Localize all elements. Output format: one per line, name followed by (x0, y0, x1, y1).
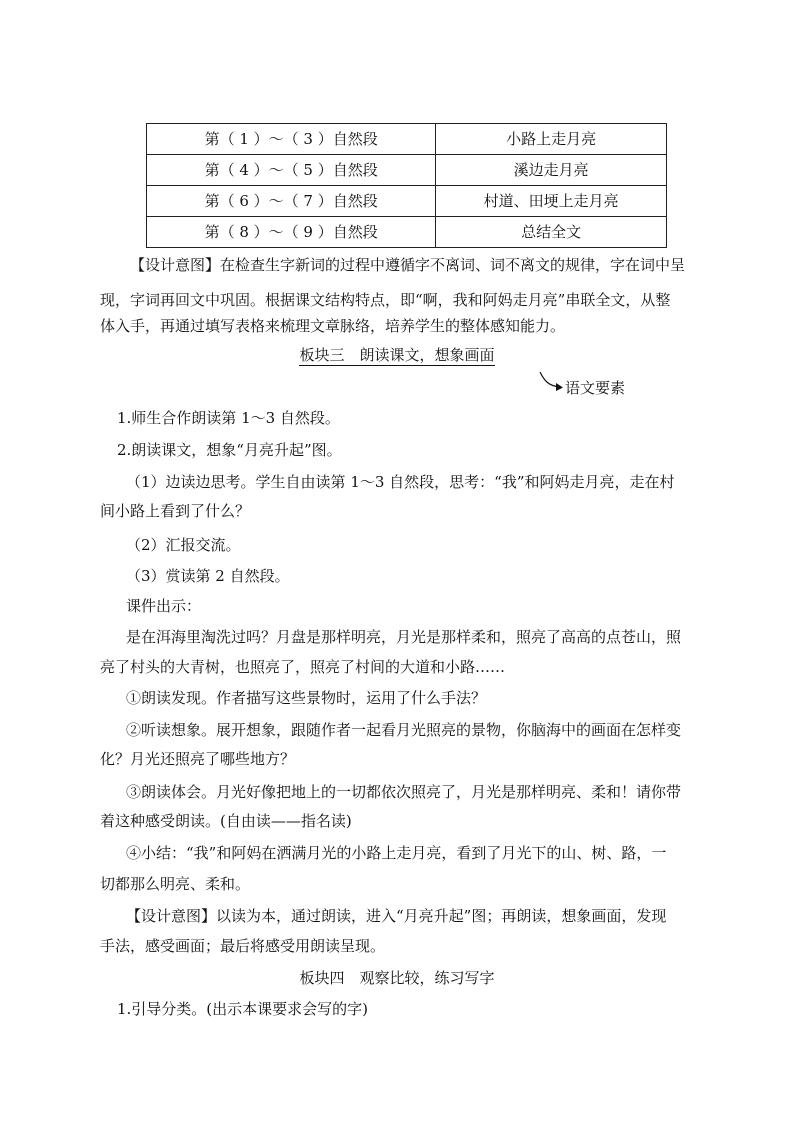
circled-step-3: ③朗读体会。月光好像把地上的一切都依次照亮了，月光是那样明亮、柔和！请你带 (126, 783, 682, 801)
substep-3: （3）赏读第 2 自然段。 (126, 567, 290, 585)
table-cell-paragraph-range: 第（ 6 ）～（ 7 ）自然段 (147, 186, 436, 217)
design-intent-2-cont: 手法，感受画面；最后将感受用朗读呈现。 (100, 937, 386, 955)
table-row (147, 124, 667, 155)
quoted-text: 是在洱海里淘洗过吗？月盘是那样明亮，月光是那样柔和，照亮了高高的点苍山，照 (126, 628, 682, 646)
substep-1-cont: 间小路上看到了什么？ (100, 502, 251, 520)
table-cell-content: 溪边走月亮 (436, 155, 667, 186)
paragraph-structure-table (146, 123, 667, 248)
design-intent-2: 【设计意图】以读为本，通过朗读，进入“月亮升起”图；再朗读，想象画面，发现 (126, 907, 667, 925)
circled-step-3-cont: 着这种感受朗读。(自由读——指名读) (100, 812, 352, 830)
section-four-heading: 板块四 观察比较，练习写字 (299, 969, 495, 987)
table-cell-paragraph-range: 第（ 1 ）～（ 3 ）自然段 (147, 124, 436, 155)
substep-2: （2）汇报交流。 (126, 536, 241, 554)
circled-step-4-cont: 切都那么明亮、柔和。 (100, 875, 251, 893)
step-1: 1.师生合作朗读第 1～3 自然段。 (117, 409, 340, 427)
section-four-step-1: 1.引导分类。(出示本课要求会写的字) (117, 1000, 369, 1018)
substep-1: （1）边读边思考。学生自由读第 1～3 自然段，思考：“我”和阿妈走月亮，走在村 (126, 473, 675, 491)
table-cell-content: 小路上走月亮 (436, 124, 667, 155)
circled-step-4: ④小结：“我”和阿妈在洒满月光的小路上走月亮，看到了月光下的山、树、路，一 (126, 844, 667, 862)
design-intent-line: 【设计意图】在检查生字新词的过程中遵循字不离词、词不离文的规律，字在词中呈 (130, 256, 686, 274)
circled-step-2-cont: 化？月光还照亮了哪些地方？ (100, 750, 296, 768)
quoted-text-cont: 亮了村头的大青树，也照亮了，照亮了村间的大道和小路…… (100, 658, 506, 676)
table-row (147, 186, 667, 217)
section-three-title: 板块三 朗读课文，想象画面 (299, 346, 495, 364)
circled-step-2: ②听读想象。展开想象，跟随作者一起看月光照亮的景物，你脑海中的画面在怎样变 (126, 721, 682, 739)
courseware-label: 课件出示： (126, 597, 202, 615)
step-2: 2.朗读课文，想象“月亮升起”图。 (117, 441, 342, 459)
annotation-label: 语文要素 (565, 379, 626, 397)
section-three-heading (0, 345, 794, 365)
table-cell-paragraph-range: 第（ 4 ）～（ 5 ）自然段 (147, 155, 436, 186)
table-cell-paragraph-range: 第（ 8 ）～（ 9 ）自然段 (147, 217, 436, 248)
table-cell-content: 村道、田埂上走月亮 (436, 186, 667, 217)
table-row (147, 217, 667, 248)
design-intent-line: 现，字词再回文中巩固。根据课文结构特点，即“啊，我和阿妈走月亮”串联全文，从整 (100, 291, 671, 309)
circled-step-1: ①朗读发现。作者描写这些景物时，运用了什么手法？ (126, 689, 487, 707)
annotation-callout (538, 366, 628, 406)
table-cell-content: 总结全文 (436, 217, 667, 248)
design-intent-line: 体入手，再通过填写表格来梳理文章脉络，培养学生的整体感知能力。 (100, 317, 566, 335)
table-row (147, 155, 667, 186)
